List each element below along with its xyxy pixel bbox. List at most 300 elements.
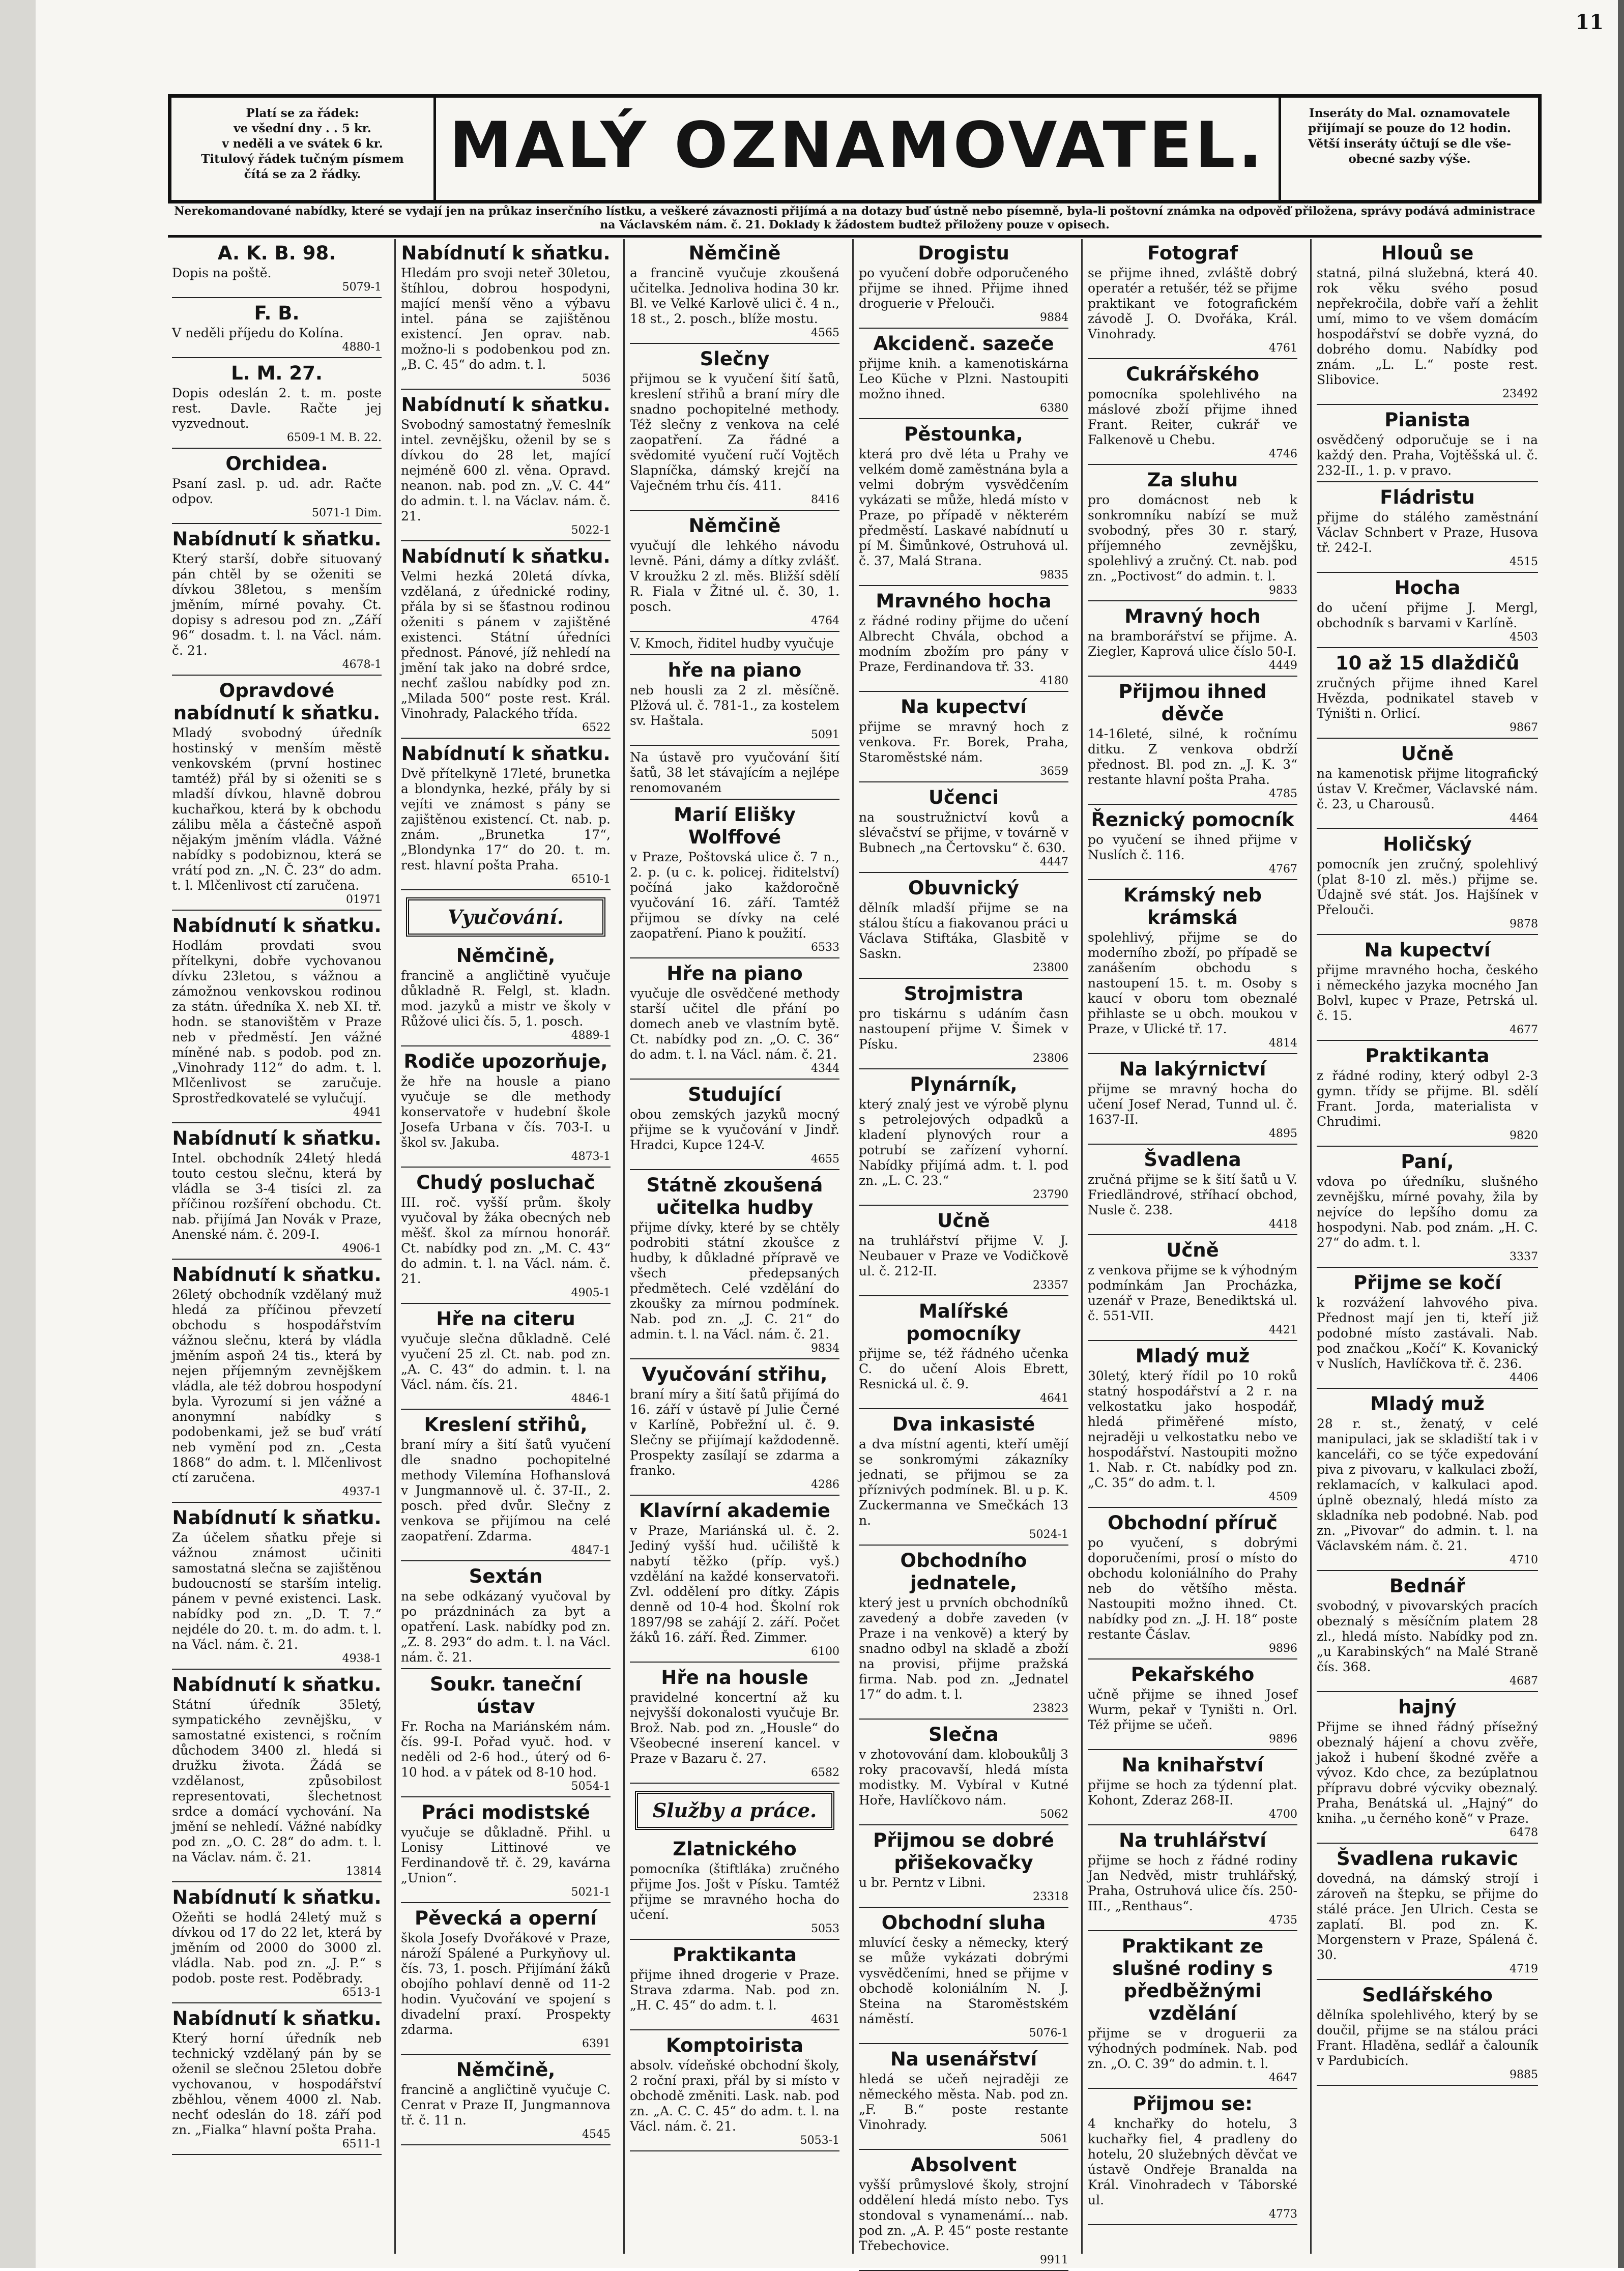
ad-body: přijme ihned drogerie v Praze. Strava zdarma. Nab. pod zn. „H. C. 45“ do adm. t. l. [630,1967,839,2013]
submission-info-box: Inseráty do Mal. oznamovatele přijímají se pouze do 12 hodin. Větší inseráty účtují se dle vše- obecné sazby výše. [1279,98,1538,200]
ad-reference-number: 6380 [1040,402,1068,415]
classified-ad [859,1829,1068,1908]
ad-heading: Na truhlářství [1119,1829,1266,1851]
ad-heading: Kreslení střihů, [424,1414,588,1436]
ad-body: v Praze, Poštovská ulice č. 7 n., 2. p. (u c. k. policej. řiditelství) počíná jako každoročně vyučování 16. září. Tamtéž přijmou se dívky na celé zaopatření. Piano k použití. [630,850,839,941]
classified-ad [630,1174,839,1359]
ad-body: Dopis na poště. [172,266,272,280]
ad-reference-number: 9867 [1510,721,1538,734]
ad-separator [172,357,382,358]
classified-ad [1088,605,1297,677]
ad-body: Státní úředník 35letý, sympatického zevnějšku, v samostatné existenci, s ročním důchodem 3400 zl. hledá si družku života. Žádá se vzdělanost, způsobilost representovati, šlechetnost srdce a domácí vychování. Na jmění se nehledí. Vážné nabídky pod zn. „O. C. 28“ do adm. t. l. na Václav. nám. č. 21. [172,1697,382,1865]
ad-reference-number: 4764 [811,615,839,627]
ad-heading: Klavírní akademie [639,1500,830,1522]
ad-heading: Přijmou se dobré přišekovačky [873,1829,1054,1874]
classified-ad [859,1210,1068,1296]
ad-separator [401,1409,611,1410]
ad-body: přijme se hoch za týdenní plat. Kohont, Zderaz 268-II. [1088,1778,1297,1808]
ad-reference-number: 6391 [582,2037,611,2050]
ad-body: francině a angličtině vyučuje důkladně R. Felgl, st. kladn. mod. jazyků a mistr ve školy v Růžové ulici čís. 5, 1. posch. [401,968,611,1029]
ad-heading: Nabídnutí k sňatku. [401,394,611,416]
ad-reference-number: 4406 [1510,1372,1538,1384]
ad-separator [1088,1234,1297,1235]
ad-reference-number: 4938-1 [342,1652,382,1665]
ad-separator [401,1560,611,1561]
ad-reference-number: 5053 [811,1923,839,1935]
ad-separator [401,889,611,890]
ad-body: osvědčený odporučuje se i na každý den. Praha, Vojtěšská ul. č. 232-II., 1. p. v pravo. [1317,432,1538,478]
ad-body: spolehlivý, přijme se do moderního zboží, po případě se zanášením obchodu s nastoupení 15. t. m. Osoby s kaucí v oboru tom obeznalé přihlaste se u obch. moukou v Praze, v Ulické tř. 17. [1088,930,1297,1036]
section-heading-box: Vyučování. [406,897,605,937]
classified-ad [1317,409,1538,482]
ad-reference-number: 4687 [1510,1675,1538,1687]
ad-body: u br. Perntz v Libni. [859,1875,986,1890]
ad-body: a dva místní agenti, kteří umějí se sonkromými zákazníky jednati, se přijmou se za příznivých podmínek. Bl. u p. K. Zuckermanna ve Smečkách 13 n. [859,1437,1068,1528]
classified-ad [859,333,1068,419]
ad-separator [172,1122,382,1123]
ad-separator [1317,1146,1538,1147]
ad-heading: Orchidea. [225,453,328,475]
classified-ad [401,1414,611,1561]
classified-ad [630,963,839,1080]
ad-separator [1317,1570,1538,1571]
ad-body: Ožeňti se hodlá 24letý muž s dívkou od 17 do 22 let, která by jměním od 2000 do 3000 zl. vládla. Nab. pod zn. „J. P.“ s podob. poste rest. Poděbrady. [172,1910,382,1986]
ad-reference-number: 23318 [1033,1890,1068,1903]
classified-ad [1088,681,1297,805]
administration-notice: Nerekomandované nabídky, které se vydají jen na průkaz inserčního lístku, a veškeré závaznosti přijímá a na dotazy buď ústně nebo písemně, byla-li poštovní známka na odpověď přiložena, správy podává administrace na Václavském nám. č. 21. Doklady k žádostem budtež přiloženy pouze v opisech. [174,205,1535,231]
ad-heading: Hře na piano [666,963,803,984]
classified-ad [1317,1393,1538,1571]
ad-body: učně přijme se ihned Josef Wurm, pekař v Tyništi n. Orl. Též přijme se učeň. [1088,1687,1297,1732]
paper-edge-right [1618,0,1624,2268]
ad-body: hledá se učeň nejraději ze německého města. Nab. pod zn. „F. B.“ poste restante Vinohrady. [859,2072,1068,2132]
ad-reference-number: 01971 [346,893,382,906]
ad-heading: Mladý muž [1135,1345,1250,1367]
ad-heading: Absolvent [910,2154,1017,2176]
ad-heading: Nabídnutí k sňatku. [172,1886,382,1908]
classified-ad [401,1172,611,1304]
classified-ad [859,1912,1068,2044]
ad-separator [1317,647,1538,648]
ad-separator [401,540,611,541]
ad-separator [172,1502,382,1503]
ad-reference-number: 4447 [1040,856,1068,868]
ad-separator [401,389,611,390]
ad-separator [859,328,1068,329]
classified-ad [401,1801,611,1903]
ad-heading: Studující [688,1084,781,1105]
ad-separator [859,872,1068,873]
ad-heading: Řeznický pomocník [1091,809,1294,831]
classified-ad [630,804,839,958]
ad-reference-number: 9833 [1269,584,1297,597]
ad-reference-number: 4545 [582,2128,611,2141]
section-title: MALÝ OZNAMOVATEL. [449,109,1265,182]
classified-ad [630,1363,839,1496]
classified-ad [401,1565,611,1669]
ad-body: přijmou se k vyučení šití šatů, kreslení střihů a braní míry dle snadno pochopitelné methody. Též slečny z venkova na celé zaopatření. Za řádné a svědomité vyučení ručí Vojtěch Slapníčka, dámský krejčí na Vaječném trhu čís. 411. [630,371,839,493]
ad-body: neb housli za 2 zl. měsíčně. Plžová ul. č. 781-1., za kostelem sv. Haštala. [630,683,839,728]
ad-body: braní míry a šití šatů přijímá do 16. září v ústavě pí Julie Černé v Karlíně, Pobřežní ul. č. 9. Slečny se přijímají každodenně. Prospekty zasílají se zdarma a franko. [630,1387,839,1478]
ad-reference-number: 5021-1 [571,1886,611,1899]
ad-reference-number: 4655 [811,1153,839,1166]
classified-ad [172,915,382,1123]
ad-separator [630,654,839,655]
ad-body: Mladý svobodný úředník hostinský v menším městě venkovském (první hostinec tamtéž) přál by si oženiti se s mladší dívkou, hlavně dobrou kuchařkou, která by k obchodu zálibu měla a částečně aspoň nějakým jměním vládla. Vážné nabídky s podobiznou, která se vrátí pod zn. „N. Č. 23“ do adm. t. l. Mlčenlivost ctí zaručena. [172,725,382,893]
ad-separator [1088,1824,1297,1825]
ad-reference-number: 4677 [1510,1024,1538,1036]
classified-ad [1317,1575,1538,1692]
ad-heading: Akcidenč. sazeče [873,333,1054,355]
ad-reference-number: 23823 [1033,1702,1068,1715]
ad-reference-number: 6478 [1510,1826,1538,1839]
ad-column-5 [1083,239,1302,2254]
ad-heading: Nabídnutí k sňatku. [172,528,382,550]
classified-ad [1088,1345,1297,1508]
ad-reference-number: 4873-1 [571,1150,611,1163]
ad-heading: Přijmou se: [1133,2093,1253,2115]
ad-body: Intel. obchodník 24letý hledá touto cestou slečnu, která by vládla se 3-4 tisíci zl. za příčinou rozšíření obchodu. Ct. nab. přijímá Jan Novák v Praze, Anenské nám. č. 209-I. [172,1151,382,1242]
ad-body: obou zemských jazyků mocný přijme se k vyučování v Jindř. Hradci, Kupce 124-V. [630,1107,839,1152]
ad-body: dělníka spolehlivého, který by se doučil, přijme se na stálou práci Frant. Hladěna, sedlář a čalouník v Pardubicích. [1317,2007,1538,2068]
ad-separator [1088,358,1297,359]
ad-body: Který starší, dobře situovaný pán chtěl by se oženiti se dívkou 38letou, s menším jměním, mírné povahy. Ct. dopisy s adresou pod zn. „Září 96“ dosadm. t. l. na Václ. nám. č. 21. [172,551,382,658]
ad-separator [630,2150,839,2151]
ad-reference-number: 4906-1 [342,1242,382,1255]
classified-ad [172,453,382,524]
ad-body: Hledám pro svoji neteř 30letou, štíhlou, dobrou hospodyni, mající menší věno a výbavu intel. pána se zajištěnou existencí. Jen oprav. nab. možno-li s podobenkou pod zn. „B. C. 45“ do adm. t. l. [401,266,611,372]
ad-reference-number: 4647 [1269,2072,1297,2084]
ad-separator [1317,572,1538,573]
ad-separator [630,1783,839,1784]
ad-heading: 10 až 15 dlaždičů [1335,652,1520,674]
classified-ad [1317,939,1538,1041]
ad-reference-number: 5054-1 [571,1780,611,1793]
ad-reference-number: 23800 [1033,962,1068,974]
ad-column-4 [854,239,1074,2266]
ad-separator [1317,1040,1538,1041]
ad-body: statná, pilná služebná, která 40. rok věku svého posud nepřekročila, dobře vaří a žehlit umí, mimo to ve všem domácím hospodářství se dobře vyzná, do dobrého domu. Nabídky pod znám. „L. L.“ poste rest. Slibovice. [1317,266,1538,387]
ad-heading: Obchodního jednatele, [900,1550,1027,1594]
ad-separator [401,1167,611,1168]
classified-ad [859,787,1068,873]
classified-ad [859,983,1068,1069]
classified-ad [1317,1696,1538,1844]
ad-reference-number: 4847-1 [571,1544,611,1557]
ad-separator [859,418,1068,419]
ad-reference-number: 9820 [1510,1129,1538,1142]
ad-separator [859,1545,1068,1546]
ad-body: z řádné rodiny přijme do učení Albrecht Chvála, obchod a modním zbožím pro pány v Praze, Ferdinandova tř. 33. [859,614,1068,674]
ad-separator [1088,1930,1297,1931]
ad-reference-number: 4814 [1269,1037,1297,1050]
ad-reference-number: 4641 [1040,1392,1068,1405]
ad-heading: Malířské pomocníky [906,1300,1021,1345]
ad-reference-number: 4631 [811,2013,839,2026]
ad-column-2 [396,239,616,2254]
ad-reference-number: 4941 [353,1106,382,1119]
classified-ad [1317,1984,1538,2086]
ad-body: a francině vyučuje zkoušená učitelka. Jednoliva hodina 30 kr. Bl. ve Velké Karlově ulici č. 4 n., 18 st., 2. posch., blíže mostu. [630,266,839,326]
ad-separator [859,978,1068,979]
ad-body: na sebe odkázaný vyučoval by po prázdninách za byt a opatření. Lask. nabídky pod zn. „Z. 8. 293“ do adm. t. l. na Václ. nám. č. 21. [401,1589,611,1665]
ad-heading: Fládristu [1380,486,1475,508]
classified-ad [401,743,611,890]
ad-separator [1088,1749,1297,1750]
ad-heading: Práci modistské [421,1801,590,1823]
classified-ad [1088,1058,1297,1145]
ad-heading: Na usenářství [890,2048,1037,2070]
ad-heading: Němčině [688,515,781,537]
ad-separator [1317,1691,1538,1692]
ad-reference-number: 6509-1 M. B. 22. [286,431,382,444]
ad-heading: Nabídnutí k sňatku. [172,1674,382,1696]
ad-heading: Státně zkoušená učitelka hudby [646,1174,823,1218]
classified-ad [630,515,839,632]
ad-body: z venkova přijme se k výhodným podmínkám Jan Procházka, uzenář v Praze, Benediktská ul. č. 551-VII. [1088,1263,1297,1323]
ad-separator [630,799,839,800]
ad-reference-number: 4421 [1269,1324,1297,1336]
ad-reference-number: 4889-1 [571,1029,611,1042]
ad-body: zručná přijme se k šití šatů u V. Friedländrové, stříhací obchod, Nusle č. 238. [1088,1172,1297,1217]
classified-ad [172,1507,382,1670]
ad-reference-number: 4678-1 [342,658,382,671]
ad-body: na bramborářství se přijme. A. Ziegler, Kaprová ulice číslo 50-I. [1088,629,1297,659]
classified-ad [859,1550,1068,1720]
classified-ad [1088,469,1297,601]
ad-body: v Praze, Mariánská ul. č. 2. Jediný vyšší hud. učiliště k nabytí těžko (příp. vyš.) vzdělání na každé konservatoři. Zvl. oddělení pro dítky. Zápis denně od 10-4 hod. Školní rok 1897/98 se zahájí 2. září. Počet žáků 16. září. Řed. Zimmer. [630,1523,839,1645]
ad-reference-number: 8416 [811,493,839,506]
ad-body: Na ústavě pro vyučování šití šatů, 38 let stávajícím a nejlépe renomovaném [630,750,839,795]
ad-heading: Praktikanta [1365,1045,1490,1067]
ad-separator [630,1939,839,1940]
ad-body: Psaní zasl. p. ud. adr. Račte odpov. [172,476,382,506]
classified-ad [630,242,839,344]
ad-heading: Strojmistra [904,983,1024,1005]
ad-separator [1317,738,1538,739]
ad-body: mluvící česky a německy, který se může vykázati dobrými vysvědčeními, hned se přijme v obchodě koloniálním N. J. Steina na Staroměstském náměstí. [859,1935,1068,2026]
ad-separator [172,297,382,298]
ad-separator [630,745,839,746]
classified-ad [401,242,611,390]
ad-reference-number: 23790 [1033,1188,1068,1201]
classified-ad [1088,884,1297,1054]
ad-body: k rozvážení lahvového piva. Přednost mají jen ti, kteří již podobné místo zastávali. Nab. pod značkou „Kočí“ K. Kovanický v Nuslích, Havlíčkova tř. č. 236. [1317,1295,1538,1371]
ad-body: vyučuje se důkladně. Přihl. u Lonisy Littinové ve Ferdinandově tř. č. 29, kavárna „Union“. [401,1825,611,1885]
classified-ad [630,1838,839,1940]
ad-separator [859,2149,1068,2150]
ad-body: Fr. Rocha na Mariánském nám. čís. 99-I. Pořad vyuč. hod. v neděli od 2-6 hod., úterý od 6-10 hod. a v pátek od 8-10 hod. [401,1719,611,1780]
classified-ad [630,348,839,511]
ad-body: Za účelem sňatku přeje si vážnou známost učiniti samostatná slečna se zajištěnou budoucností se starším intelig. pánem v pevné existenci. Lask. nabídky pod zn. „D. T. 7.“ nejdéle do 20. t. m. do adm. t. l. na Václ. nám. č. 21. [172,1530,382,1652]
ad-separator [630,2029,839,2030]
ad-separator [1317,481,1538,482]
ad-body: po vyučení se ihned přijme v Nuslích č. 116. [1088,832,1297,862]
ad-heading: Nabídnutí k sňatku. [401,242,611,264]
classified-ad [1088,1512,1297,1659]
ad-reference-number: 6533 [811,941,839,954]
ad-body: se přijme ihned, zvláště dobrý operatér a retušér, též se přijme praktikant ve fotografickém závodě J. O. Dvořáka, Král. Vinohrady. [1088,266,1297,341]
ad-reference-number: 4895 [1269,1127,1297,1140]
classified-ad [1088,1149,1297,1235]
ad-reference-number: 6511-1 [342,2138,382,2150]
ad-reference-number: 4937-1 [342,1486,382,1498]
classified-ad [859,877,1068,979]
ad-reference-number: 5036 [582,372,611,385]
ad-body: vyučuje dle osvědčené methody starší učitel dle přání po domech aneb ve vlastním bytě. Ct. nabídky pod zn. „O. C. 36“ do adm. t. l. na Václ. nám. č. 21. [630,986,839,1062]
ad-body: přijme se v droguerii za výhodných podmínek. Nab. pod zn. „O. C. 39“ do admin. t. l. [1088,2026,1297,2071]
ad-heading: Slečny [700,348,770,370]
ad-separator [1317,1388,1538,1389]
classified-ad [630,1944,839,2030]
classified-ad [401,1051,611,1168]
ad-heading: Opravdové nabídnutí k sňatku. [173,680,381,724]
ad-separator [1088,1507,1297,1508]
ad-separator [859,1824,1068,1825]
ad-column-6 [1312,239,1543,2254]
classified-ad [1088,1239,1297,1341]
classified-ad [859,1724,1068,1825]
ad-separator [401,1902,611,1903]
ad-body: III. roč. vyšší prům. školy vyučoval by žáka obecných neb měšť. škol za mírnou honorář. Ct. nabídky pod zn. „M. C. 43“ do admin. t. l. na Václ. nám. č. 21. [401,1195,611,1286]
ad-body: 14-16leté, silné, k ročnímu ditku. Z venkova obdrží přednost. Bl. pod zn. „J. K. 3“ restante hlavní pošta Praha. [1088,726,1297,787]
ad-reference-number: 5091 [811,729,839,741]
ad-heading: Holičský [1383,833,1472,855]
classified-ad [1317,833,1538,935]
ad-separator [1317,934,1538,935]
ad-heading: A. K. B. 98. [217,242,336,264]
ad-heading: Hře na housle [661,1667,808,1688]
ad-heading: Pěstounka, [904,423,1023,445]
ad-separator [630,1079,839,1080]
ad-separator [630,1358,839,1359]
ad-heading: Fotograf [1147,242,1238,264]
classified-ad [1317,743,1538,829]
classified-ad [1317,652,1538,739]
ad-reference-number: 4719 [1510,1963,1538,1975]
ad-heading: Pěvecká a operní [415,1907,597,1929]
ad-separator [172,1669,382,1670]
ad-body: absolv. vídeňské obchodní školy, 2 roční praxi, přál by si místo v obchodě změniti. Lask. nab. pod zn. „A. C. C. 45“ do adm. t. l. na Václ. nám. č. 21. [630,2058,839,2134]
ad-separator [630,957,839,958]
ad-body: vyučují dle lehkého návodu levně. Páni, dámy a dítky zvlášť. V kroužku 2 zl. měs. Bližší sdělí R. Fiala v Žitné ul. č. 30, 1. posch. [630,538,839,614]
ad-reference-number: 6100 [811,1645,839,1658]
ad-reference-number: 5071-1 Dim. [312,507,382,519]
ad-body: Hodlám provdati svou přítelkyni, dobře vychovanou dívku 23letou, s vážnou a zámožnou venkovskou rodinou za státn. úředníka X. neb XI. tř. hodn. se stanovištěm v Praze neb v předměstí. Jen vážné míněné nab. s podob. pod zn. „Vinohrady 112“ do adm. t. l. Mlčenlivost se zaručuje. Sprostředkovatelé se vylučují. [172,938,382,1105]
ad-body: přijme se hoch z řádné rodiny Jan Nedvěd, mistr truhlářský, Praha, Ostruhová ulice čís. 250-III., „Renthaus“. [1088,1853,1297,1913]
ad-reference-number: 4761 [1269,342,1297,355]
ad-separator [1317,1979,1538,1980]
ad-body: v zhotovování dam. kloboukůlj 3 roky pracovavší, hledá místa modistky. M. Vybíral v Kutné Hoře, Havlíčkovo nám. [859,1747,1068,1808]
ad-column-3 [625,239,845,2254]
ad-body: Který horní úředník neb technický vzdělaný pán by se oženil se slečnou 25letou dobře vychovanou, v hospodářství zběhlou, věnem 4000 zl. Nab. nechť odeslán do 18. září pod zn. „Fialka“ hlavní pošta Praha. [172,2031,382,2137]
ad-heading: Na kupectví [901,696,1027,718]
ad-separator [630,343,839,344]
ad-reference-number: 5062 [1040,1808,1068,1821]
ad-reference-number: 9835 [1040,569,1068,581]
ad-separator [1088,1340,1297,1341]
ad-reference-number: 4710 [1510,1554,1538,1566]
ad-heading: Nabídnutí k sňatku. [172,2007,382,2029]
classified-ad [172,242,382,298]
ad-separator [172,910,382,911]
ad-separator [1317,828,1538,829]
ad-body: vyšší průmyslové školy, strojní oddělení hledá místo nebo. Tys stondoval s vynamenámí... nab. pod zn. „A. P. 45“ poste restante Třebechovice. [859,2177,1068,2253]
ad-separator [172,675,382,676]
ad-heading: Cukrářského [1125,363,1260,385]
ad-reference-number: 4464 [1510,812,1538,825]
classified-ad [630,1084,839,1170]
ad-separator [401,1303,611,1304]
ad-heading: Obuvnický [908,877,1020,899]
ad-reference-number: 4785 [1269,788,1297,800]
ad-body: 4 knchařky do hotelu, 3 kuchařky fiel, 4 pradleny do hotelu, 20 služebných děvčat ve ústavě Ondřeje Branalda na Král. Vinohradech v Táborské ul. [1088,2116,1297,2207]
ad-separator [859,1068,1068,1069]
ad-heading: L. M. 27. [231,362,323,384]
classified-ad [630,2034,839,2151]
ad-separator [630,631,839,632]
ad-reference-number: 9834 [811,1342,839,1355]
classified-ad [1088,1664,1297,1750]
ad-body: 26letý obchodník vzdělaný muž hledá za příčinou převzetí obchodu s hospodářstvím vážnou slečnu, která by vládla jměním aspoň 24 tis., která by nejen příjemným zevnějškem vládla, ale též dobrou hospodyní byla. Vyrozumí si jen vážné a anonymní nabídky s podobenkami, jež se buď vrátí neb vymění pod zn. „Cesta 1868“ do adm. t. l. Mlčenlivost ctí zaručena. [172,1287,382,1485]
ad-body: Svobodný samostatný řemeslník intel. zevnějšku, oženil by se s dívkou do 28 let, mající nejméně 600 zl. věna. Opravd. neanon. nab. pod zn. „V. C. 44“ do admin. t. l. na Václav. nám. č. 21. [401,417,611,523]
classified-ad [1317,1045,1538,1147]
ad-separator [1088,1658,1297,1659]
ad-heading: Praktikant ze slušné rodiny s předběžnými vzdělání [1112,1935,1273,2024]
ad-reference-number: 13814 [346,1865,382,1878]
ad-heading: Švadlena [1144,1149,1241,1171]
ad-body: z řádné rodiny, který odbyl 2-3 gymn. třídy se přijme. Bl. sdělí Frant. Jorda, materialista v Chrudimi. [1317,1068,1538,1129]
ad-heading: hajný [1398,1696,1457,1718]
ad-body: svobodný, v pivovarských pracích obeznalý s měsíčním platem 28 zl., hledá místo. Nabídky pod zn. „u Karabinských“ na Malé Straně čís. 368. [1317,1598,1538,1674]
ad-body: dovedná, na dámský strojí i zároveň na štepku, se přijme do stálé práce. Jen Ulrich. Cesta se zaplatí. Bl. pod zn. K. Morgenstern v Praze, Spálená č. 30. [1317,1871,1538,1962]
ad-body: přijme se mravný hocha do učení Josef Nerad, Tunnd ul. č. 1637-II. [1088,1082,1297,1127]
classified-ad [859,1300,1068,1409]
classified-ad [172,680,382,911]
classified-ad [1088,1935,1297,2089]
ad-separator [401,2144,611,2145]
classified-ad [172,302,382,358]
ad-body: dělník mladší přijme se na stálou štícu a fiakovanou práci u Václava Stiftáka, Glasbitě v Saskn. [859,900,1068,961]
ad-separator [1088,676,1297,677]
ad-reference-number: 6510-1 [571,873,611,886]
ad-heading: Němčině [688,242,781,264]
ad-reference-number: 23806 [1033,1052,1068,1065]
ad-separator [1088,600,1297,601]
masthead [168,94,1542,203]
ad-separator [859,781,1068,782]
ad-body: 30letý, který řídil po 10 roků statný hospodářství a 2 r. na velkostatku jako hospodář, hledá přiměřené místo, nejraději u velkostatku nebo ve hospodářství. Nastoupiti možno 1. Nab. r. Ct. nabídky pod zn. „C. 35“ do adm. t. l. [1088,1369,1297,1490]
ad-body: braní míry a šití šatů vyučení dle snadno pochopitelné methody Vilemína Hofhanslová v Jungmannově ul. č. 37-II., 2. posch. před dvůr. Slečny z venkova se přijímou na celé zaopatření. Zdarma. [401,1437,611,1544]
ad-reference-number: 6513-1 [342,1986,382,1999]
classified-ad [1088,2093,1297,2225]
ad-heading: Hlouů se [1381,242,1474,264]
ad-separator [172,448,382,449]
section-heading-box: Služby a práce. [635,1791,834,1830]
ad-heading: Němčině, [456,945,556,967]
ad-heading: Slečna [929,1724,999,1745]
ad-separator [1317,1267,1538,1268]
ad-reference-number: 4905-1 [571,1287,611,1299]
ad-reference-number: 4773 [1269,2208,1297,2221]
ad-heading: Učně [1401,743,1454,765]
ad-body: přijme dívky, které by se chtěly podrobiti státní zkoušce z hudby, k důkladné přípravě ve všech předepsaných předmětech. Celé vzdělání do zkoušky za mírnou podmínek. Nab. pod zn. „J. C. 21“ do admin. t. l. na Václ. nám. č. 21. [630,1220,839,1342]
ad-reference-number: 4515 [1510,556,1538,568]
ad-separator [630,1495,839,1496]
ad-reference-number: 4700 [1269,1808,1297,1821]
ad-heading: Soukr. taneční ústav [430,1673,582,1717]
ad-heading: Pianista [1384,409,1470,431]
